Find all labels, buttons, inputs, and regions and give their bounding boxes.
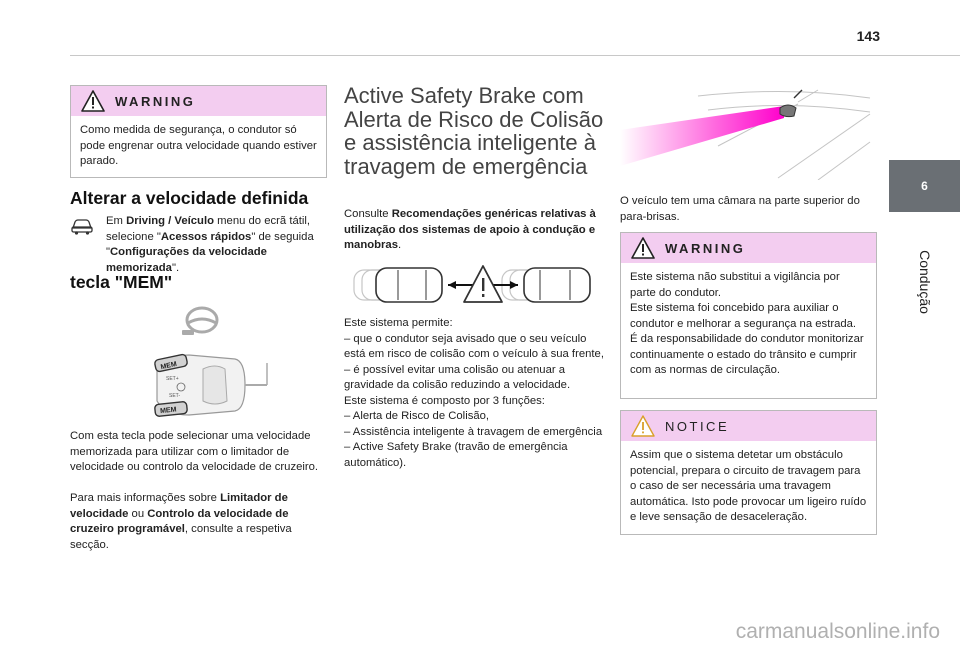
heading-mem: tecla "MEM"	[70, 272, 173, 292]
notice-body: Assim que o sistema detetar um obstáculo potencial, prepara o circuito de travagem para o caso de ser necessária uma travagem automática. Isto pode provocar um ligeiro ruído e leve sensação de desaceleração.	[630, 449, 867, 523]
car-icon	[70, 216, 94, 236]
mem-label-top: MEM	[160, 360, 178, 372]
header-rule	[70, 55, 960, 56]
warning-box-2	[620, 232, 877, 399]
notice-icon	[631, 415, 655, 437]
warning-header	[71, 86, 326, 116]
alter-paragraph-line1: Em Driving / Veículo menu do ecrã tátil, selecione "Acessos rápidos" de seguida "Configurações da velocidade memorizada".	[106, 215, 314, 274]
notice-header	[621, 411, 876, 441]
mem-label-bottom: MEM	[159, 406, 177, 416]
camera-icon	[780, 105, 796, 117]
set-plus-label: SET+	[166, 376, 179, 382]
warning-icon-2	[631, 237, 655, 259]
mem-info-paragraph: Para mais informações sobre Limitador de velocidade ou Controlo da velocidade de cruzeiro programável, consulte a respetiva secção.	[70, 492, 292, 551]
camera-caption: O veículo tem uma câmara na parte superior do para-brisas.	[620, 195, 860, 223]
warning-title: WARNING	[115, 94, 196, 109]
warning-title-2: WARNING	[665, 241, 746, 256]
warning-header-2	[621, 233, 876, 263]
warning-body-2: Este sistema não substitui a vigilância por parte do condutor. Este sistema foi concebido para auxiliar o condutor e melhorar a segurança na estrada. É da responsabilidade do condutor monitorizar continuamente o estado do trânsito e cumprir com as normas de circulação.	[630, 271, 864, 376]
rear-car	[376, 268, 442, 302]
notice-title: NOTICE	[665, 419, 730, 434]
chapter-number: 6	[921, 179, 928, 193]
front-car	[524, 268, 590, 302]
page-number: 143	[856, 28, 880, 44]
warning-box-1	[70, 85, 327, 178]
mem-paragraph: Com esta tecla pode selecionar uma velocidade memorizada para utilizar com o limitador de velocidade ou controlo da velocidade de cruzeiro.	[70, 430, 319, 473]
collision-illustration	[352, 262, 600, 308]
set-minus-label: SET-	[169, 393, 181, 399]
warning-icon	[81, 90, 105, 112]
chapter-tab[interactable]	[889, 160, 960, 212]
windshield-camera-illustration	[618, 86, 874, 180]
watermark: carmanualsonline.info	[735, 620, 940, 643]
title-active-safety-brake: Active Safety Brake com Alerta de Risco de Colisão e assistência inteligente à travagem de emergência	[344, 83, 604, 179]
steering-wheel-icon	[180, 305, 220, 339]
consult-paragraph: Consulte Recomendações genéricas relativas à utilização dos sistemas de apoio à condução e manobras.	[344, 208, 596, 251]
asb-description: Este sistema permite: – que o condutor seja avisado que o seu veículo está em risco de colisão com o veículo à sua frente, – é possível evitar uma colisão ou atenuar a gravidade da colisão reduzindo a velocidade. Este sistema é composto por 3 funções: – Alerta de Risco de Colisão, – Assistência inteligente à travagem de emergência – Active Safety Brake (travão de emergência automático).	[344, 317, 604, 469]
speed-stalk-illustration	[145, 345, 270, 423]
chapter-label: Condução	[916, 250, 933, 314]
notice-box	[620, 410, 877, 535]
warning-body: Como medida de segurança, o condutor só pode engrenar outra velocidade quando estiver parado.	[80, 124, 317, 167]
heading-alterar: Alterar a velocidade definida	[70, 188, 309, 208]
camera-beam	[620, 106, 784, 166]
